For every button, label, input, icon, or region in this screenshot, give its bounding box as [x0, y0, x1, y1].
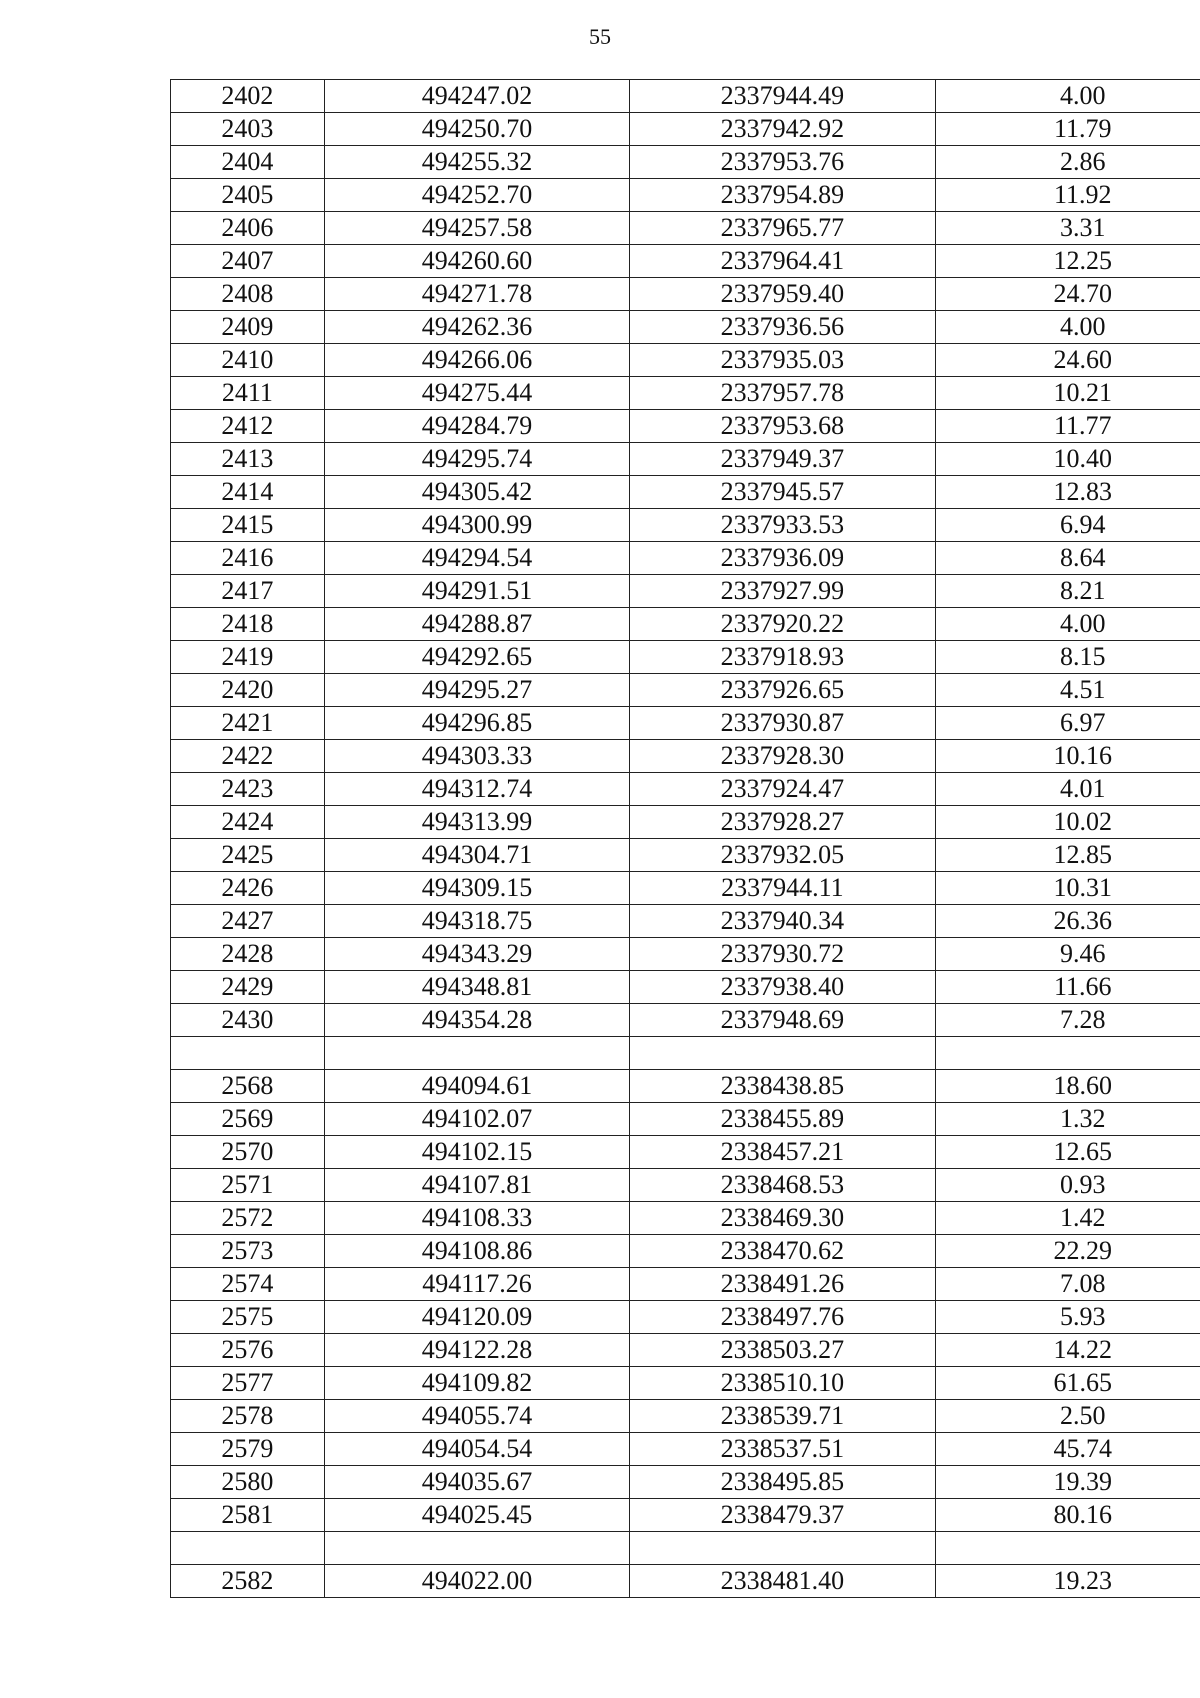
table-row [171, 1499, 1200, 1532]
point-id-cell: 2410 [171, 344, 325, 377]
x-coordinate-cell: 494260.60 [324, 245, 629, 278]
point-id-cell: 2402 [171, 80, 325, 113]
point-id-cell: 2404 [171, 146, 325, 179]
point-id-cell: 2582 [171, 1565, 325, 1598]
point-id-cell: 2407 [171, 245, 325, 278]
x-coordinate-cell: 494250.70 [324, 113, 629, 146]
y-coordinate-cell: 2337957.78 [630, 377, 935, 410]
distance-cell: 22.29 [935, 1235, 1200, 1268]
distance-cell: 61.65 [935, 1367, 1200, 1400]
distance-cell: 12.65 [935, 1136, 1200, 1169]
point-id-cell: 2581 [171, 1499, 325, 1532]
distance-cell: 10.21 [935, 377, 1200, 410]
distance-cell: 1.42 [935, 1202, 1200, 1235]
point-id-cell: 2420 [171, 674, 325, 707]
x-coordinate-cell: 494312.74 [324, 773, 629, 806]
table-row [171, 839, 1200, 872]
table-row [171, 1367, 1200, 1400]
y-coordinate-cell: 2337932.05 [630, 839, 935, 872]
distance-cell: 19.39 [935, 1466, 1200, 1499]
point-id-cell: 2405 [171, 179, 325, 212]
table-row [171, 509, 1200, 542]
distance-cell: 8.64 [935, 542, 1200, 575]
table-row [171, 1202, 1200, 1235]
distance-cell: 12.83 [935, 476, 1200, 509]
distance-cell: 9.46 [935, 938, 1200, 971]
x-coordinate-cell: 494266.06 [324, 344, 629, 377]
x-coordinate-cell: 494284.79 [324, 410, 629, 443]
x-coordinate-cell: 494122.28 [324, 1334, 629, 1367]
table-row [171, 443, 1200, 476]
y-coordinate-cell: 2337942.92 [630, 113, 935, 146]
point-id-cell: 2427 [171, 905, 325, 938]
y-coordinate-cell: 2337926.65 [630, 674, 935, 707]
table-row [171, 377, 1200, 410]
x-coordinate-cell: 494247.02 [324, 80, 629, 113]
y-coordinate-cell: 2337948.69 [630, 1004, 935, 1037]
point-id-cell: 2421 [171, 707, 325, 740]
point-id-cell: 2573 [171, 1235, 325, 1268]
y-coordinate-cell: 2337928.27 [630, 806, 935, 839]
table-row [171, 476, 1200, 509]
x-coordinate-cell: 494102.15 [324, 1136, 629, 1169]
point-id-cell: 2571 [171, 1169, 325, 1202]
point-id-cell: 2429 [171, 971, 325, 1004]
table-row [171, 1334, 1200, 1367]
table-row [171, 1004, 1200, 1037]
y-coordinate-cell: 2338438.85 [630, 1070, 935, 1103]
point-id-cell: 2413 [171, 443, 325, 476]
x-coordinate-cell: 494102.07 [324, 1103, 629, 1136]
x-coordinate-cell: 494252.70 [324, 179, 629, 212]
distance-cell: 11.79 [935, 113, 1200, 146]
point-id-cell: 2428 [171, 938, 325, 971]
x-coordinate-cell: 494022.00 [324, 1565, 629, 1598]
table-row [171, 1235, 1200, 1268]
x-coordinate-cell: 494313.99 [324, 806, 629, 839]
table-row [171, 575, 1200, 608]
point-id-cell: 2569 [171, 1103, 325, 1136]
distance-cell: 1.32 [935, 1103, 1200, 1136]
x-coordinate-cell [324, 1532, 629, 1565]
y-coordinate-cell: 2337920.22 [630, 608, 935, 641]
y-coordinate-cell: 2338539.71 [630, 1400, 935, 1433]
distance-cell: 10.02 [935, 806, 1200, 839]
table-row [171, 608, 1200, 641]
table-row [171, 707, 1200, 740]
table-row [171, 80, 1200, 113]
distance-cell: 10.16 [935, 740, 1200, 773]
x-coordinate-cell: 494255.32 [324, 146, 629, 179]
table-row [171, 1466, 1200, 1499]
y-coordinate-cell: 2338497.76 [630, 1301, 935, 1334]
table-row [171, 245, 1200, 278]
y-coordinate-cell: 2337930.87 [630, 707, 935, 740]
distance-cell: 7.08 [935, 1268, 1200, 1301]
table-row [171, 278, 1200, 311]
distance-cell: 11.77 [935, 410, 1200, 443]
distance-cell: 26.36 [935, 905, 1200, 938]
point-id-cell [171, 1532, 325, 1565]
point-id-cell: 2417 [171, 575, 325, 608]
y-coordinate-cell: 2338510.10 [630, 1367, 935, 1400]
x-coordinate-cell: 494354.28 [324, 1004, 629, 1037]
distance-cell: 8.15 [935, 641, 1200, 674]
distance-cell: 80.16 [935, 1499, 1200, 1532]
y-coordinate-cell: 2337949.37 [630, 443, 935, 476]
table-row [171, 542, 1200, 575]
table-row [171, 1169, 1200, 1202]
point-id-cell: 2411 [171, 377, 325, 410]
x-coordinate-cell [324, 1037, 629, 1070]
point-id-cell: 2568 [171, 1070, 325, 1103]
x-coordinate-cell: 494035.67 [324, 1466, 629, 1499]
table-row [171, 872, 1200, 905]
x-coordinate-cell: 494117.26 [324, 1268, 629, 1301]
y-coordinate-cell: 2337964.41 [630, 245, 935, 278]
x-coordinate-cell: 494303.33 [324, 740, 629, 773]
table-row [171, 1565, 1200, 1598]
point-id-cell: 2418 [171, 608, 325, 641]
y-coordinate-cell: 2337933.53 [630, 509, 935, 542]
x-coordinate-cell: 494295.74 [324, 443, 629, 476]
table-body [171, 80, 1200, 1598]
spacer-row [171, 1037, 1200, 1070]
table-row [171, 179, 1200, 212]
y-coordinate-cell: 2337927.99 [630, 575, 935, 608]
table-row [171, 146, 1200, 179]
table-row [171, 1268, 1200, 1301]
distance-cell [935, 1532, 1200, 1565]
point-id-cell: 2578 [171, 1400, 325, 1433]
y-coordinate-cell: 2337930.72 [630, 938, 935, 971]
table-row [171, 1136, 1200, 1169]
distance-cell: 12.85 [935, 839, 1200, 872]
x-coordinate-cell: 494262.36 [324, 311, 629, 344]
y-coordinate-cell: 2338455.89 [630, 1103, 935, 1136]
point-id-cell [171, 1037, 325, 1070]
distance-cell: 4.01 [935, 773, 1200, 806]
y-coordinate-cell: 2337959.40 [630, 278, 935, 311]
point-id-cell: 2424 [171, 806, 325, 839]
y-coordinate-cell: 2337935.03 [630, 344, 935, 377]
y-coordinate-cell: 2337953.68 [630, 410, 935, 443]
distance-cell: 7.28 [935, 1004, 1200, 1037]
y-coordinate-cell: 2337936.56 [630, 311, 935, 344]
distance-cell: 2.86 [935, 146, 1200, 179]
distance-cell: 19.23 [935, 1565, 1200, 1598]
distance-cell: 10.40 [935, 443, 1200, 476]
y-coordinate-cell: 2338537.51 [630, 1433, 935, 1466]
table-row [171, 113, 1200, 146]
x-coordinate-cell: 494107.81 [324, 1169, 629, 1202]
table-row [171, 212, 1200, 245]
x-coordinate-cell: 494055.74 [324, 1400, 629, 1433]
x-coordinate-cell: 494109.82 [324, 1367, 629, 1400]
distance-cell: 10.31 [935, 872, 1200, 905]
spacer-row [171, 1532, 1200, 1565]
table-row [171, 806, 1200, 839]
distance-cell: 11.66 [935, 971, 1200, 1004]
distance-cell: 0.93 [935, 1169, 1200, 1202]
distance-cell: 24.70 [935, 278, 1200, 311]
table-row [171, 971, 1200, 1004]
x-coordinate-cell: 494275.44 [324, 377, 629, 410]
y-coordinate-cell: 2337954.89 [630, 179, 935, 212]
x-coordinate-cell: 494300.99 [324, 509, 629, 542]
y-coordinate-cell: 2337945.57 [630, 476, 935, 509]
x-coordinate-cell: 494295.27 [324, 674, 629, 707]
table-row [171, 344, 1200, 377]
table-row [171, 674, 1200, 707]
point-id-cell: 2415 [171, 509, 325, 542]
table-row [171, 1103, 1200, 1136]
table-row [171, 410, 1200, 443]
x-coordinate-cell: 494318.75 [324, 905, 629, 938]
x-coordinate-cell: 494296.85 [324, 707, 629, 740]
y-coordinate-cell [630, 1532, 935, 1565]
x-coordinate-cell: 494309.15 [324, 872, 629, 905]
y-coordinate-cell: 2337938.40 [630, 971, 935, 1004]
point-id-cell: 2423 [171, 773, 325, 806]
point-id-cell: 2406 [171, 212, 325, 245]
point-id-cell: 2426 [171, 872, 325, 905]
distance-cell: 8.21 [935, 575, 1200, 608]
x-coordinate-cell: 494294.54 [324, 542, 629, 575]
table-row [171, 938, 1200, 971]
table-row [171, 311, 1200, 344]
x-coordinate-cell: 494271.78 [324, 278, 629, 311]
point-id-cell: 2414 [171, 476, 325, 509]
x-coordinate-cell: 494343.29 [324, 938, 629, 971]
x-coordinate-cell: 494292.65 [324, 641, 629, 674]
y-coordinate-cell: 2338468.53 [630, 1169, 935, 1202]
page-number: 55 [589, 24, 611, 49]
y-coordinate-cell: 2338469.30 [630, 1202, 935, 1235]
point-id-cell: 2430 [171, 1004, 325, 1037]
table-row [171, 1301, 1200, 1334]
point-id-cell: 2403 [171, 113, 325, 146]
y-coordinate-cell: 2338479.37 [630, 1499, 935, 1532]
table-row [171, 1433, 1200, 1466]
distance-cell: 6.97 [935, 707, 1200, 740]
y-coordinate-cell: 2338457.21 [630, 1136, 935, 1169]
distance-cell: 6.94 [935, 509, 1200, 542]
distance-cell: 4.00 [935, 80, 1200, 113]
x-coordinate-cell: 494108.86 [324, 1235, 629, 1268]
table-row [171, 641, 1200, 674]
point-id-cell: 2575 [171, 1301, 325, 1334]
distance-cell: 45.74 [935, 1433, 1200, 1466]
x-coordinate-cell: 494305.42 [324, 476, 629, 509]
table-row [171, 740, 1200, 773]
distance-cell: 11.92 [935, 179, 1200, 212]
y-coordinate-cell: 2337965.77 [630, 212, 935, 245]
x-coordinate-cell: 494304.71 [324, 839, 629, 872]
y-coordinate-cell: 2337928.30 [630, 740, 935, 773]
x-coordinate-cell: 494120.09 [324, 1301, 629, 1334]
distance-cell: 3.31 [935, 212, 1200, 245]
distance-cell: 24.60 [935, 344, 1200, 377]
y-coordinate-cell: 2337936.09 [630, 542, 935, 575]
table-row [171, 1400, 1200, 1433]
distance-cell: 12.25 [935, 245, 1200, 278]
table-row [171, 1070, 1200, 1103]
y-coordinate-cell: 2337924.47 [630, 773, 935, 806]
y-coordinate-cell: 2338481.40 [630, 1565, 935, 1598]
point-id-cell: 2412 [171, 410, 325, 443]
point-id-cell: 2409 [171, 311, 325, 344]
point-id-cell: 2577 [171, 1367, 325, 1400]
point-id-cell: 2416 [171, 542, 325, 575]
point-id-cell: 2422 [171, 740, 325, 773]
point-id-cell: 2574 [171, 1268, 325, 1301]
y-coordinate-cell: 2338491.26 [630, 1268, 935, 1301]
table-row [171, 905, 1200, 938]
point-id-cell: 2579 [171, 1433, 325, 1466]
y-coordinate-cell: 2338470.62 [630, 1235, 935, 1268]
y-coordinate-cell: 2338495.85 [630, 1466, 935, 1499]
point-id-cell: 2572 [171, 1202, 325, 1235]
y-coordinate-cell: 2337944.49 [630, 80, 935, 113]
coordinate-table [170, 79, 1200, 1598]
distance-cell: 4.51 [935, 674, 1200, 707]
y-coordinate-cell: 2337918.93 [630, 641, 935, 674]
point-id-cell: 2425 [171, 839, 325, 872]
point-id-cell: 2570 [171, 1136, 325, 1169]
y-coordinate-cell [630, 1037, 935, 1070]
distance-cell: 18.60 [935, 1070, 1200, 1103]
x-coordinate-cell: 494291.51 [324, 575, 629, 608]
point-id-cell: 2576 [171, 1334, 325, 1367]
y-coordinate-cell: 2337940.34 [630, 905, 935, 938]
x-coordinate-cell: 494054.54 [324, 1433, 629, 1466]
point-id-cell: 2419 [171, 641, 325, 674]
x-coordinate-cell: 494094.61 [324, 1070, 629, 1103]
distance-cell [935, 1037, 1200, 1070]
distance-cell: 2.50 [935, 1400, 1200, 1433]
y-coordinate-cell: 2337944.11 [630, 872, 935, 905]
point-id-cell: 2408 [171, 278, 325, 311]
x-coordinate-cell: 494025.45 [324, 1499, 629, 1532]
x-coordinate-cell: 494257.58 [324, 212, 629, 245]
point-id-cell: 2580 [171, 1466, 325, 1499]
x-coordinate-cell: 494108.33 [324, 1202, 629, 1235]
x-coordinate-cell: 494288.87 [324, 608, 629, 641]
distance-cell: 5.93 [935, 1301, 1200, 1334]
y-coordinate-cell: 2338503.27 [630, 1334, 935, 1367]
distance-cell: 4.00 [935, 608, 1200, 641]
y-coordinate-cell: 2337953.76 [630, 146, 935, 179]
distance-cell: 4.00 [935, 311, 1200, 344]
x-coordinate-cell: 494348.81 [324, 971, 629, 1004]
table-row [171, 773, 1200, 806]
distance-cell: 14.22 [935, 1334, 1200, 1367]
